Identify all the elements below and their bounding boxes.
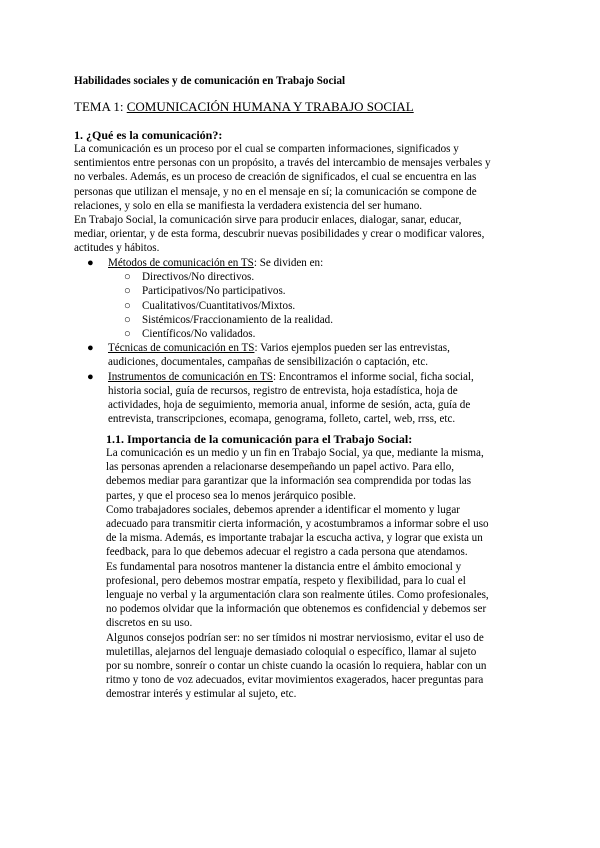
paragraph-line: lenguaje no verbal y la argumentación clara son realmente útiles. Como profesionales, <box>106 589 489 602</box>
circle-bullet-icon: ○ <box>124 299 131 312</box>
paragraph-line: En Trabajo Social, la comunicación sirve para producir enlaces, dialogar, sanar, educar, <box>74 214 462 227</box>
sub-item-text: Sistémicos/Fraccionamiento de la realidad. <box>142 313 333 326</box>
paragraph-line: relaciones, y solo en ella se manifiesta la verdadera existencia del ser humano. <box>74 199 423 212</box>
sub-item-text: Participativos/No participativos. <box>142 285 286 298</box>
bullet-label: Instrumentos de comunicación en TS <box>108 370 273 383</box>
tema-title: COMUNICACIÓN HUMANA Y TRABAJO SOCIAL <box>126 99 414 114</box>
paragraph-line: demostrar interés y estimular al sujeto, etc. <box>106 688 297 701</box>
paragraph-line: no verbales. Además, es un proceso de creación de significados, el cual se encuentra en las <box>74 171 477 184</box>
list-item-techniques <box>74 341 530 369</box>
bullet-label: Técnicas de comunicación en TS <box>108 342 255 355</box>
paragraph-line: mediar, orientar, y de esta forma, descubrir nuevas posibilidades y crear o modificar valores, <box>74 228 485 241</box>
sub-list-item <box>108 327 530 341</box>
sub-list-item <box>108 270 530 284</box>
circle-bullet-icon: ○ <box>124 271 131 284</box>
bullet-text: audiciones, documentales, campañas de sensibilización o captación, etc. <box>108 356 429 369</box>
bullet-text: : Encontramos el informe social, ficha social, <box>272 370 474 383</box>
circle-bullet-icon: ○ <box>124 313 131 326</box>
list-item-instruments <box>74 370 530 427</box>
section-1-heading: 1. ¿Qué es la comunicación?: <box>74 128 223 142</box>
paragraph-line: adecuado para transmitir cierta información, y acostumbramos a informar sobre el uso <box>106 518 489 531</box>
paragraph-line: Algunos consejos podrían ser: no ser tímidos ni mostrar nerviosismo, evitar el uso de <box>106 631 484 644</box>
paragraph-line: profesional, pero debemos mostrar empatía, respeto y flexibilidad, para lo cual el <box>106 574 466 587</box>
section-1-body <box>74 142 530 256</box>
document-title: Habilidades sociales y de comunicación en Trabajo Social <box>74 75 346 87</box>
bullet-dot-icon: ● <box>87 257 94 269</box>
section-1-1-heading: 1.1. Importancia de la comunicación para el Trabajo Social: <box>106 432 413 446</box>
bullet-text: historia social, guía de recursos, registro de entrevista, hoja estadística, hoja de <box>108 384 458 397</box>
paragraph-line: ritmo y tono de voz adecuados, evitar movimientos exagerados, hacer preguntas para <box>106 674 484 687</box>
tema-prefix: TEMA 1: <box>74 99 124 114</box>
paragraph-line: partes, y que el proceso sea lo menos jerárquico posible. <box>106 489 356 502</box>
paragraph-line: Como trabajadores sociales, debemos aprender a identificar el momento y lugar <box>106 503 460 516</box>
methods-sub-list <box>108 270 530 341</box>
paragraph-line: personas que utilizan el mensaje, y no en el mensaje en sí; la comunicación se compone de <box>74 185 477 198</box>
bullet-text: actividades, hoja de seguimiento, memoria anual, informe de sesión, acta, guía de <box>108 399 471 412</box>
paragraph-line: muletillas, alejarnos del lenguaje demasiado coloquial o específico, llamar al sujeto <box>106 645 477 658</box>
paragraph-line: debemos mediar para garantizar que la información sea comprendida por todas las <box>106 475 472 488</box>
bullet-dot-icon: ● <box>87 342 94 355</box>
paragraph-line: Es fundamental para nosotros mantener la distancia entre el ámbito emocional y <box>106 560 462 573</box>
paragraph-line: La comunicación es un medio y un fin en Trabajo Social, ya que, mediante la misma, <box>106 447 484 459</box>
sub-list-item <box>108 299 530 313</box>
sub-list-item <box>108 284 530 298</box>
paragraph-line: las personas aprenden a relacionarse desempeñando un papel activo. Para ello, <box>106 461 455 474</box>
bullet-dot-icon: ● <box>87 370 94 383</box>
section-1-1-body <box>106 446 536 702</box>
list-item-methods <box>74 256 530 341</box>
paragraph-line: feedback, para lo que debemos adecuar el registro a cada persona que atendamos. <box>106 546 468 559</box>
sub-item-text: Científicos/No validados. <box>142 328 256 341</box>
paragraph-line: actitudes y hábitos. <box>74 242 160 255</box>
sub-item-text: Cualitativos/Cuantitativos/Mixtos. <box>142 299 296 312</box>
circle-bullet-icon: ○ <box>124 285 131 298</box>
bullet-text: entrevista, transcripciones, ecomapa, genograma, folleto, cartel, web, rrss, etc. <box>108 413 456 426</box>
paragraph-line: por su nombre, sonreír o contar un chiste cuando la ocasión lo requiera, hablar con un <box>106 660 487 673</box>
methods-bullet-list <box>74 256 530 426</box>
tema-heading <box>74 100 414 114</box>
sub-list-item <box>108 313 530 327</box>
paragraph-line: sentimientos entre personas con un propósito, a través del intercambio de mensajes verbales y <box>74 157 491 170</box>
bullet-text: : Se dividen en: <box>253 257 324 269</box>
paragraph-line: discretos en su uso. <box>106 617 193 630</box>
paragraph-line: de la misma. Además, es importante trabajar la escucha activa, y lograr que exista un <box>106 532 483 545</box>
circle-bullet-icon: ○ <box>124 328 131 341</box>
sub-item-text: Directivos/No directivos. <box>142 271 255 284</box>
paragraph-line: no podemos olvidar que la información que obtenemos es confidencial y debemos ser <box>106 603 487 616</box>
paragraph-line: La comunicación es un proceso por el cual se comparten informaciones, significados y <box>74 143 459 155</box>
bullet-label: Métodos de comunicación en TS <box>108 257 254 269</box>
bullet-text: : Varios ejemplos pueden ser las entrevistas, <box>254 342 450 355</box>
